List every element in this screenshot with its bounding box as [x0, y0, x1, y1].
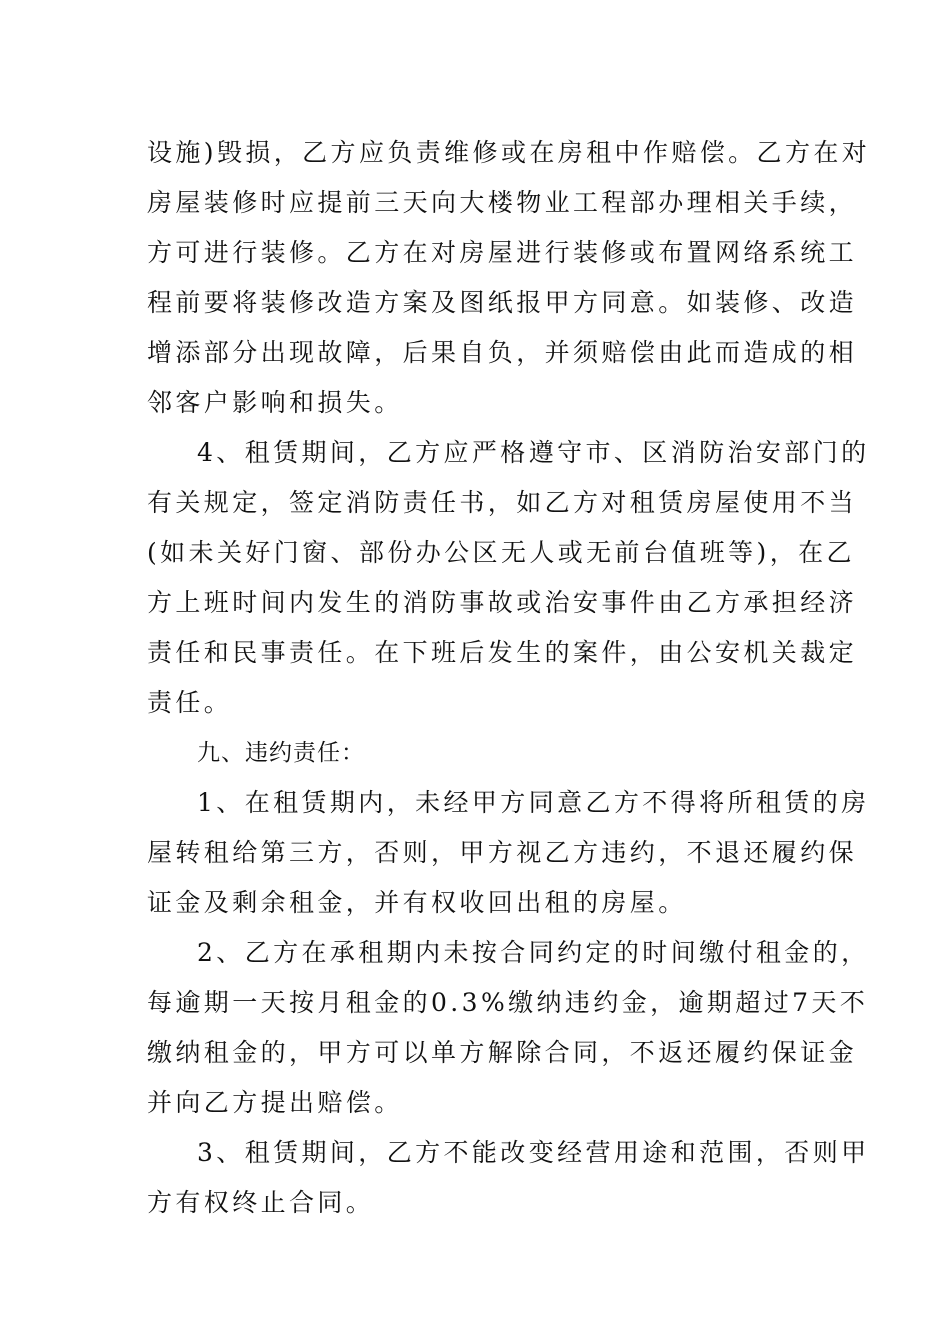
text-line: 邻客户影响和损失。	[147, 388, 403, 417]
text-line: 责任。	[147, 688, 233, 717]
text-line: 责任和民事责任。在下班后发生的案件，由公安机关裁定	[147, 638, 858, 667]
text-line: 房屋装修时应提前三天向大楼物业工程部办理相关手续，	[147, 188, 858, 217]
text-line: 4、租赁期间，乙方应严格遵守市、区消防治安部门的	[197, 438, 870, 467]
text-line: 每逾期一天按月租金的0.3%缴纳违约金，逾期超过7天不	[147, 988, 869, 1017]
text-line: 并向乙方提出赔偿。	[147, 1088, 403, 1117]
text-line: 证金及剩余租金，并有权收回出租的房屋。	[147, 888, 687, 917]
text-line: (如未关好门窗、部份办公区无人或无前台值班等)，在乙	[147, 538, 855, 567]
text-line: 增添部分出现故障，后果自负，并须赔偿由此而造成的相	[147, 338, 858, 367]
text-line: 3、租赁期间，乙方不能改变经营用途和范围，否则甲	[197, 1138, 870, 1167]
text-line: 方可进行装修。乙方在对房屋进行装修或布置网络系统工	[147, 238, 858, 267]
text-line: 方上班时间内发生的消防事故或治安事件由乙方承担经济	[147, 588, 858, 617]
text-line: 方有权终止合同。	[147, 1188, 375, 1217]
text-line: 1、在租赁期内，未经甲方同意乙方不得将所租赁的房	[197, 788, 870, 817]
text-line: 屋转租给第三方，否则，甲方视乙方违约，不退还履约保	[147, 838, 858, 867]
section-heading: 九、违约责任：	[197, 740, 365, 766]
text-line: 缴纳租金的，甲方可以单方解除合同，不返还履约保证金	[147, 1038, 858, 1067]
text-line: 有关规定，签定消防责任书，如乙方对租赁房屋使用不当	[147, 488, 858, 517]
text-line: 2、乙方在承租期内未按合同约定的时间缴付租金的，	[197, 938, 870, 967]
text-line: 程前要将装修改造方案及图纸报甲方同意。如装修、改造	[147, 288, 858, 317]
text-line: 设施)毁损，乙方应负责维修或在房租中作赔偿。乙方在对	[147, 138, 871, 167]
